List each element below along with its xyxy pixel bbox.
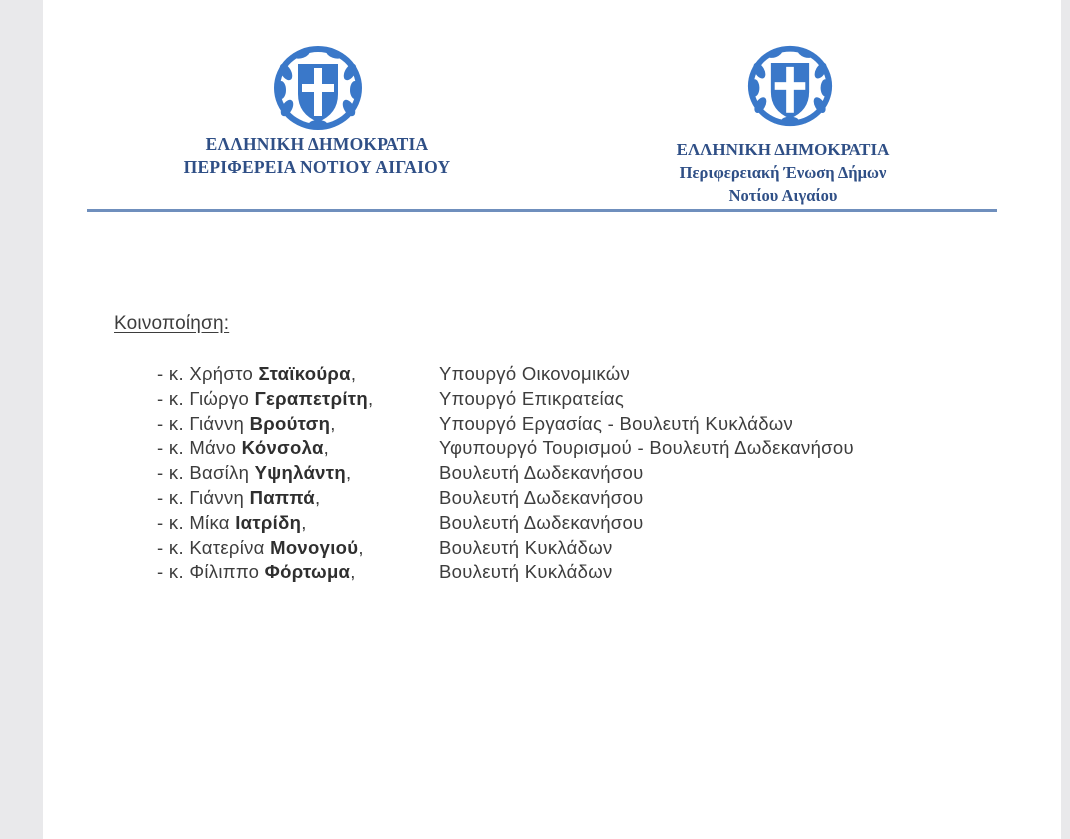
recipient-surname: Παππά	[249, 486, 315, 508]
list-item	[157, 437, 1037, 462]
header-left	[143, 133, 491, 179]
recipient-name: - κ. Κατερίνα Μονογιού,	[157, 536, 364, 558]
document-page	[43, 0, 1061, 839]
recipient-role: Βουλευτή Δωδεκανήσου	[439, 511, 644, 533]
recipient-role: Βουλευτή Δωδεκανήσου	[439, 462, 644, 484]
header-left-line1: ΕΛΛΗΝΙΚΗ ΔΗΜΟΚΡΑΤΙΑ	[205, 134, 429, 154]
cc-heading: Κοινοποίηση:	[114, 313, 230, 334]
greek-coat-of-arms-icon	[272, 42, 364, 134]
recipient-role: Υπουργό Εργασίας - Βουλευτή Κυκλάδων	[439, 412, 794, 434]
recipient-name: - κ. Φίλιππο Φόρτωμα,	[157, 561, 356, 583]
recipient-surname: Ιατρίδη	[235, 511, 302, 533]
recipient-name: - κ. Βασίλη Υψηλάντη,	[157, 462, 352, 484]
recipient-surname: Σταϊκούρα	[258, 363, 351, 384]
list-item	[157, 413, 1037, 438]
recipient-role: Βουλευτή Κυκλάδων	[439, 561, 613, 583]
greek-coat-of-arms-icon	[746, 42, 834, 130]
recipient-name: - κ. Γιάννη Βρούτση,	[157, 412, 336, 434]
header-right	[623, 138, 943, 207]
recipient-role: Υπουργό Οικονομικών	[439, 363, 630, 384]
recipient-name: - κ. Μάνο Κόνσολα,	[157, 437, 330, 459]
recipient-role: Βουλευτή Δωδεκανήσου	[439, 486, 644, 508]
list-item	[157, 537, 1037, 562]
recipient-surname: Κόνσολα	[241, 437, 324, 459]
recipient-surname: Φόρτωμα	[264, 561, 351, 583]
header-right-line1: ΕΛΛΗΝΙΚΗ ΔΗΜΟΚΡΑΤΙΑ	[676, 140, 890, 159]
list-item	[157, 561, 1037, 586]
recipient-name: - κ. Μίκα Ιατρίδη,	[157, 511, 307, 533]
header-divider	[87, 209, 997, 212]
list-item	[157, 462, 1037, 487]
list-item	[157, 487, 1037, 512]
header-right-line3: Νοτίου Αιγαίου	[728, 186, 838, 205]
recipient-name: - κ. Γιάννη Παππά,	[157, 486, 321, 508]
recipient-role: Υπουργό Επικρατείας	[439, 387, 625, 409]
recipient-surname: Γεραπετρίτη	[254, 387, 368, 409]
recipient-surname: Μονογιού	[270, 536, 359, 558]
header-left-line2: ΠΕΡΙΦΕΡΕΙΑ ΝΟΤΙΟΥ ΑΙΓΑΙΟΥ	[183, 157, 451, 177]
list-item	[157, 512, 1037, 537]
recipient-list	[157, 363, 1037, 586]
recipient-role: Βουλευτή Κυκλάδων	[439, 536, 613, 558]
recipient-surname: Βρούτση	[249, 412, 331, 434]
recipient-name: - κ. Γιώργο Γεραπετρίτη,	[157, 387, 374, 409]
recipient-role: Υφυπουργό Τουρισμού - Βουλευτή Δωδεκανήσου	[439, 437, 854, 459]
recipient-name: - κ. Χρήστο Σταϊκούρα,	[157, 363, 357, 384]
list-item	[157, 388, 1037, 413]
header-right-line2: Περιφερειακή Ένωση Δήμων	[679, 163, 887, 182]
recipient-surname: Υψηλάντη	[254, 462, 346, 484]
list-item	[157, 363, 1037, 388]
